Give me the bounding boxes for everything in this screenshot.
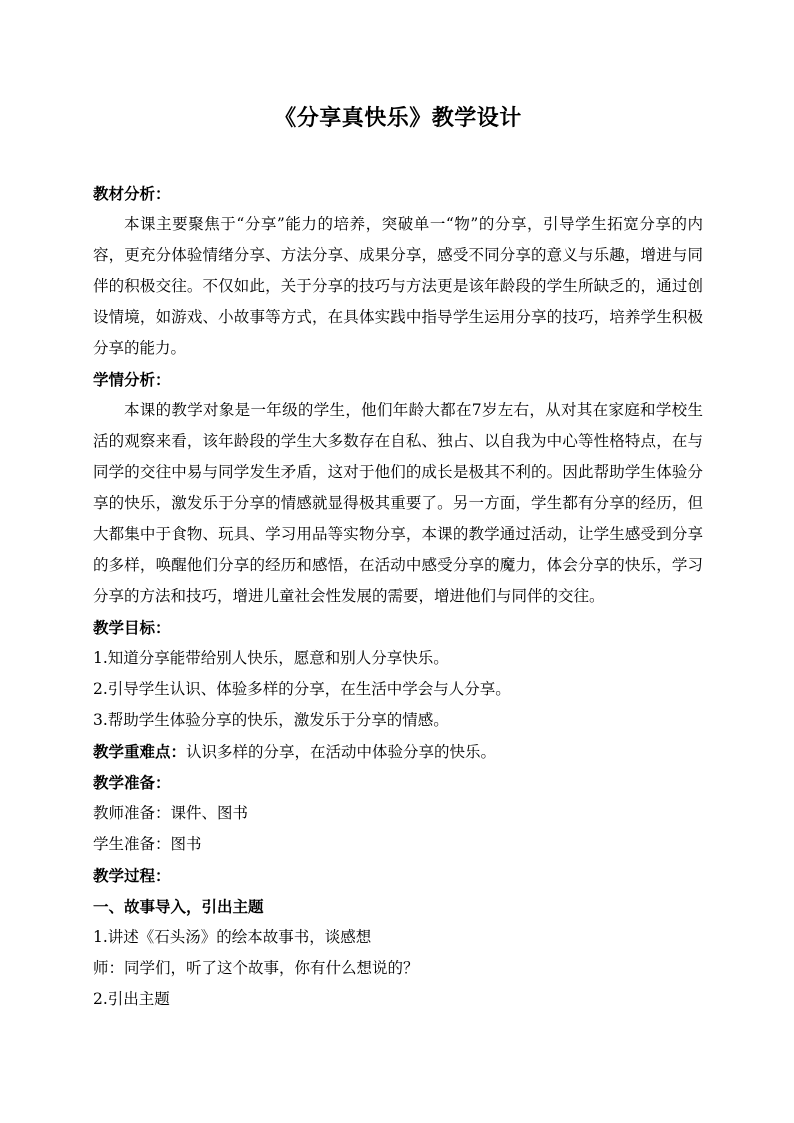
- teaching-goal-item: 2.引导学生认识、体验多样的分享，在生活中学会与人分享。: [93, 680, 511, 698]
- student-prep: 学生准备：图书: [93, 835, 202, 853]
- key-points-line: [93, 736, 703, 767]
- material-analysis-text: 本课主要聚焦于“分享”能力的培养，突破单一“物”的分享，引导学生拓宽分享的内容，更充分体验情绪分享、方法分享、成果分享，感受不同分享的意义与乐趣，增进与同伴的积极交往。不仅如此，关于分享的技巧与方法更是该年龄段的学生所缺乏的，通过创设情境，如游戏、小故事等方式，在具体实践中指导学生运用分享的技巧，培养学生积极分享的能力。: [93, 215, 703, 357]
- process-line: 1.讲述《石头汤》的绘本故事书，谈感想: [93, 928, 372, 946]
- document-page: [93, 100, 703, 1015]
- part-one-heading: 一、故事导入，引出主题: [93, 897, 264, 916]
- teaching-prep-heading: 教学准备：: [93, 773, 171, 792]
- material-analysis-heading: 教材分析：: [93, 184, 171, 203]
- key-points-label: 教学重难点：: [93, 742, 187, 761]
- teaching-goal-item: 1.知道分享能带给别人快乐，愿意和别人分享快乐。: [93, 649, 449, 667]
- student-analysis-text: 本课的教学对象是一年级的学生，他们年龄大都在7岁左右，从对其在家庭和学校生活的观察来看，该年龄段的学生大多数存在自私、独占、以自我为中心等性格特点，在与同学的交往中易与同学发生矛盾，这对于他们的成长是极其不利的。因此帮助学生体验分享的快乐，激发乐于分享的情感就显得极其重要了。另一方面，学生都有分享的经历，但大都集中于食物、玩具、学习用品等实物分享，本课的教学通过活动，让学生感受到分享的多样，唤醒他们分享的经历和感悟，在活动中感受分享的魔力，体会分享的快乐，学习分享的方法和技巧，增进儿童社会性发展的需要，增进他们与同伴的交往。: [93, 401, 703, 605]
- process-line: 2.引出主题: [93, 990, 170, 1008]
- key-points-text: 认识多样的分享，在活动中体验分享的快乐。: [186, 743, 497, 761]
- teaching-process-heading: 教学过程：: [93, 866, 171, 885]
- student-analysis-heading: 学情分析：: [93, 370, 171, 389]
- teacher-prep: 教师准备：课件、图书: [93, 804, 249, 822]
- process-line: 师：同学们，听了这个故事，你有什么想说的？: [93, 959, 419, 977]
- document-title: 《分享真快乐》教学设计: [274, 105, 522, 131]
- teaching-goal-item: 3.帮助学生体验分享的快乐，激发乐于分享的情感。: [93, 711, 449, 729]
- teaching-goals-heading: 教学目标：: [93, 618, 171, 637]
